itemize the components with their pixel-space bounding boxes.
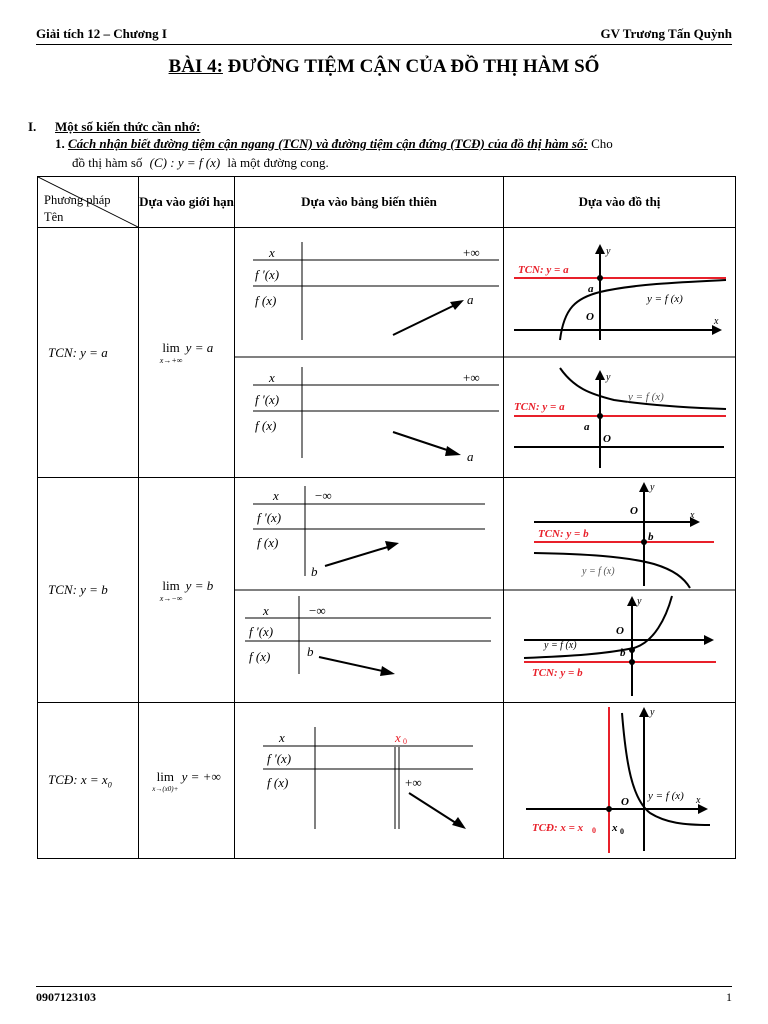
row2-graph-svg [504,478,735,702]
graph-yfx-label: y = f (x) [647,293,683,305]
row1-bbt [235,228,504,478]
col-limit-header [139,177,235,228]
graph-x-axis-label: x [714,316,719,327]
graph-y-axis-label: y [606,246,611,257]
col-bbt-label: Dựa vào bảng biến thiên [301,194,437,209]
row3-name [38,703,139,859]
row3-name-text: TCĐ: x = x [48,771,108,787]
graph-yfx-label: y = f (x) [582,566,615,577]
bbt-pinf: +∞ [463,245,480,260]
bbt-x-label: x [263,603,269,618]
item-tail: Cho [587,136,613,151]
footer-phone: 0907123103 [36,990,96,1004]
bbt-2a [253,486,485,579]
graph-yfx-label: y = f (x) [544,640,577,651]
bbt-x-label: x [269,370,275,385]
line2-a: đồ thị hàm số [72,155,143,170]
title-rest: ĐƯỜNG TIỆM CẬN CỦA ĐỒ THỊ HÀM SỐ [222,56,600,77]
bbt-1a [253,242,499,340]
bbt-x-label: x [269,245,275,260]
corner-diagonal [38,177,138,227]
bbt-f-label: f (x) [255,293,277,308]
row1-name-text: TCN: y = a [48,344,108,360]
row1-name [38,228,139,478]
page-title [0,56,768,78]
bbt-fp-label: f ′(x) [257,510,282,525]
line2-b: là một đường cong. [227,155,329,170]
graph-x-axis-label: x [696,795,701,806]
item-heading: Cách nhận biết đường tiệm cận ngang (TCN) và đường tiệm cận đứng (TCĐ) của đồ thị hàm số: [68,136,588,151]
graph-x-axis-label: x [690,510,695,521]
row1-limit [139,228,235,478]
bbt-x-label: x [273,488,279,503]
row3-bbt [235,703,504,859]
graph-y-axis-label: y [650,482,655,493]
graph-x0-sub: 0 [620,827,624,836]
graph-b-label: b [648,531,654,543]
row3-name-sub: 0 [107,780,112,790]
asymptote-table [37,176,736,859]
row2-graph [504,478,736,703]
corner-cell [38,177,139,228]
bbt-fp-label: f ′(x) [255,392,280,407]
graph-origin-label: O [616,625,624,637]
title-prefix: BÀI 4: [168,56,223,77]
graph-origin-label: O [630,505,638,517]
row2-name-text: TCN: y = b [48,582,108,597]
graph-1a [514,244,726,340]
graph-origin-label: O [621,796,629,808]
graph-2a [534,482,714,588]
row2-name [38,478,139,703]
graph-yfx-label: y = f (x) [628,391,664,403]
bbt-minf: −∞ [309,603,326,618]
graph-tcd-sub: 0 [592,826,596,835]
col-limit-label: Dựa vào giới hạn [139,194,234,209]
bbt-f-label: f (x) [249,649,271,664]
graph-origin-label: O [586,311,594,323]
bbt-1b [253,367,499,464]
graph-tcd-label: TCĐ: x = x [532,822,584,834]
row2-lim-sub: x→−∞ [159,593,183,603]
bbt-minf: −∞ [315,488,332,503]
col-graph-label: Dựa vào đồ thị [578,194,661,209]
graph-b-label: b [620,647,626,659]
section-heading: Một số kiến thức cần nhớ: [55,119,201,134]
bbt-pinf: +∞ [463,370,480,385]
graph-tcn-a-label: TCN: y = a [518,264,569,276]
table-row [38,478,736,703]
section-number: I. [28,119,37,134]
header-rule [36,44,732,45]
row2-limit [139,478,235,703]
bbt-fp-label: f ′(x) [249,624,274,639]
bbt-b-label: b [307,644,314,659]
graph-2b [524,596,716,696]
col-graph-header [504,177,736,228]
bbt-x0-label: x [395,730,401,745]
item-line [55,136,613,152]
row3-graph [504,703,736,859]
corner-bottom-text: Tên [44,210,64,224]
corner-top-text: Phương pháp [44,193,111,207]
bbt-b-label: b [311,564,318,579]
header-right: GV Trương Tấn Quỳnh [600,26,732,41]
graph-tcn-a-label: TCN: y = a [514,401,565,413]
footer-rule [36,986,732,987]
bbt-2b [245,596,491,676]
row1-bbt-svg [235,228,503,477]
row2-bbt-svg [235,478,503,702]
row1-graph-svg [504,228,735,477]
bbt-a-label: a [467,292,474,307]
row1-graph [504,228,736,478]
table-row [38,703,736,859]
row3-graph-svg [504,703,735,858]
col-bbt-header [235,177,504,228]
graph-a-label: a [584,421,590,433]
row3-lim: lim [156,768,174,784]
bbt-fp-label: f ′(x) [267,751,292,766]
graph-origin-label: O [603,433,611,445]
graph-tcn-b-label: TCN: y = b [532,667,583,679]
graph-tcn-b-label: TCN: y = b [538,528,589,540]
item-number: 1. [55,136,65,151]
table-row [38,228,736,478]
graph-a-label: a [588,283,594,295]
bbt-a-label: a [467,449,474,464]
row1-lim-sub: x→+∞ [159,356,183,365]
row3-limit [139,703,235,859]
bbt-f-label: f (x) [267,775,289,790]
row2-lim-expr: y = b [185,577,214,593]
graph-y-axis-label: y [637,596,642,607]
row1-lim-expr: y = a [185,340,214,355]
bbt-f-label: f (x) [255,418,277,433]
row3-bbt-svg [235,703,503,858]
graph-y-axis-label: y [606,372,611,383]
table-header-row [38,177,736,228]
row2-lim: lim [162,577,180,593]
row3-lim-expr: y = +∞ [181,768,221,784]
graph-1b [514,368,726,468]
row3-lim-sub: x→(x0)+ [152,784,179,793]
row1-lim: lim [162,340,180,355]
bbt-fp-label: f ′(x) [255,267,280,282]
header-left: Giải tích 12 – Chương I [36,26,167,41]
bbt-x0-sub: 0 [403,737,407,746]
page-number: 1 [726,990,732,1004]
graph-yfx-label: y = f (x) [648,790,684,802]
bbt-x-label: x [279,730,285,745]
bbt-pinf: +∞ [405,775,422,790]
row2-bbt [235,478,504,703]
bbt-f-label: f (x) [257,535,279,550]
item-line-2 [72,155,329,171]
graph-y-axis-label: y [650,707,655,718]
graph-x0-label: x [612,822,618,834]
line2-math: (C) : y = f (x) [149,155,221,170]
